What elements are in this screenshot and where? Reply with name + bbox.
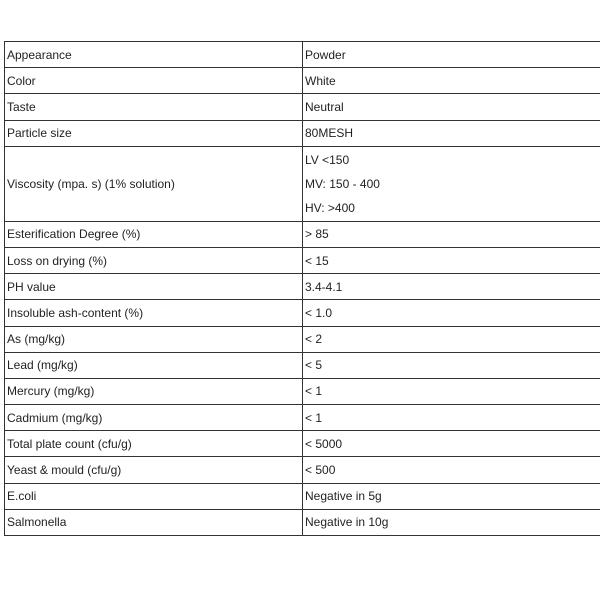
value-cell: < 500 bbox=[303, 457, 600, 483]
table-row bbox=[5, 42, 600, 68]
value-cell: < 1 bbox=[303, 378, 600, 404]
property-cell: Yeast & mould (cfu/g) bbox=[5, 457, 303, 483]
table-row bbox=[5, 326, 600, 352]
property-cell: Esterification Degree (%) bbox=[5, 221, 303, 247]
value-cell: Negative in 5g bbox=[303, 483, 600, 509]
table-row bbox=[5, 352, 600, 378]
property-cell: Salmonella bbox=[5, 509, 303, 535]
value-line: MV: 150 - 400 bbox=[305, 176, 380, 191]
value-cell: < 15 bbox=[303, 247, 600, 273]
table-row bbox=[5, 431, 600, 457]
property-cell: Particle size bbox=[5, 120, 303, 146]
value-cell: < 2 bbox=[303, 326, 600, 352]
value-cell: Neutral bbox=[303, 94, 600, 120]
table-row bbox=[5, 221, 600, 247]
table-row bbox=[5, 457, 600, 483]
table-row bbox=[5, 247, 600, 273]
table-row bbox=[5, 405, 600, 431]
property-cell: Taste bbox=[5, 94, 303, 120]
value-cell: 80MESH bbox=[303, 120, 600, 146]
table-row bbox=[5, 274, 600, 300]
value-cell: White bbox=[303, 68, 600, 94]
table-row bbox=[5, 94, 600, 120]
property-cell: Mercury (mg/kg) bbox=[5, 378, 303, 404]
value-cell bbox=[303, 146, 600, 221]
property-cell: Loss on drying (%) bbox=[5, 247, 303, 273]
table-row bbox=[5, 300, 600, 326]
value-cell: Powder bbox=[303, 42, 600, 68]
property-cell: Appearance bbox=[5, 42, 303, 68]
table-row bbox=[5, 146, 600, 221]
value-line: LV <150 bbox=[305, 152, 350, 167]
value-cell: < 1 bbox=[303, 405, 600, 431]
table-row bbox=[5, 483, 600, 509]
table-row bbox=[5, 68, 600, 94]
value-line: HV: >400 bbox=[305, 200, 355, 215]
value-cell: > 85 bbox=[303, 221, 600, 247]
table-row bbox=[5, 378, 600, 404]
value-cell: < 5 bbox=[303, 352, 600, 378]
value-cell: Negative in 10g bbox=[303, 509, 600, 535]
property-cell: Cadmium (mg/kg) bbox=[5, 405, 303, 431]
property-cell: Viscosity (mpa. s) (1% solution) bbox=[5, 146, 303, 221]
property-cell: E.coli bbox=[5, 483, 303, 509]
property-cell: Lead (mg/kg) bbox=[5, 352, 303, 378]
property-cell: PH value bbox=[5, 274, 303, 300]
table-row bbox=[5, 509, 600, 535]
table-row bbox=[5, 120, 600, 146]
property-cell: Color bbox=[5, 68, 303, 94]
value-cell: 3.4-4.1 bbox=[303, 274, 600, 300]
specification-table bbox=[4, 41, 600, 536]
value-cell: < 1.0 bbox=[303, 300, 600, 326]
property-cell: Insoluble ash-content (%) bbox=[5, 300, 303, 326]
property-cell: As (mg/kg) bbox=[5, 326, 303, 352]
value-cell: < 5000 bbox=[303, 431, 600, 457]
property-cell: Total plate count (cfu/g) bbox=[5, 431, 303, 457]
